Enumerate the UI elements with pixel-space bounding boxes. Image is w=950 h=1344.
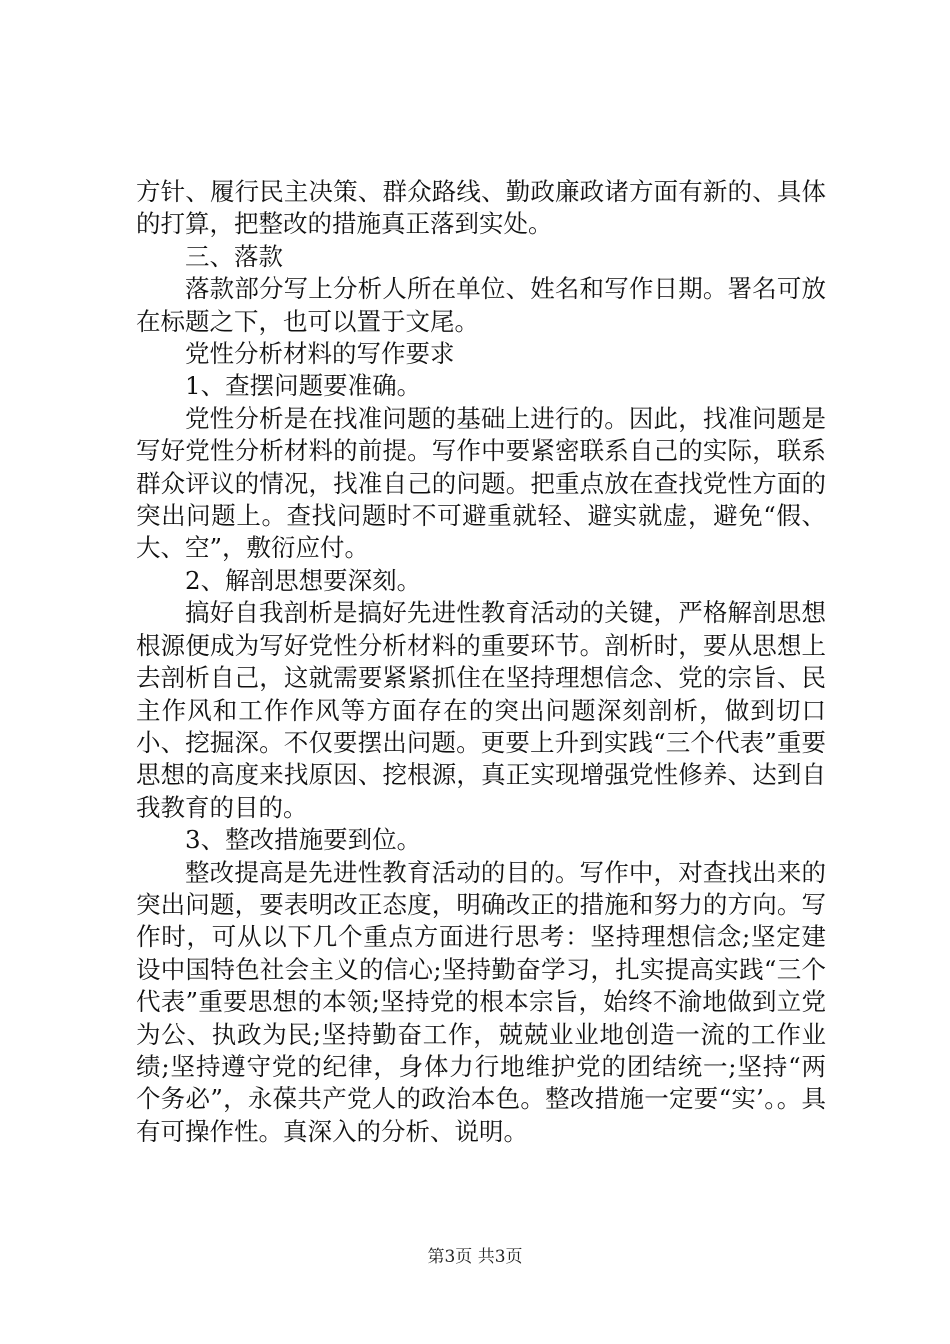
- page-number-footer: 第3页 共3页: [427, 1247, 523, 1267]
- document-body: [136, 176, 826, 1148]
- paragraph-1: 党性分析是在找准问题的基础上进行的。因此，找准问题是写好党性分析材料的前提。写作中要紧密联系自己的实际，联系群众评议的情况，找准自己的问题。把重点放在查找党性方面的突出问题上。查找问题时不可避重就轻、避实就虚，避免“假、大、空”，敷衍应付。: [136, 403, 826, 563]
- subheading-3: 3、整改措施要到位。: [185, 825, 422, 855]
- subheading-1: 1、查摆问题要准确。: [185, 371, 422, 401]
- paragraph-3: 整改提高是先进性教育活动的目的。写作中，对查找出来的突出问题，要表明改正态度，明确改正的措施和努力的方向。写作时，可从以下几个重点方面进行思考：坚持理想信念;坚定建设中国特色社会主义的信心;坚持勤奋学习，扎实提高实践“三个代表”重要思想的本领;坚持党的根本宗旨，始终不渝地做到立党为公、执政为民;坚持勤奋工作，兢兢业业地创造一流的工作业绩;坚持遵守党的纪律，身体力行地维护党的团结统一;坚持“两个务必”，永葆共产党人的政治本色。整改措施一定要“实’。。具有可操作性。真深入的分析、说明。: [136, 857, 826, 1146]
- subheading-2: 2、解剖思想要深刻。: [185, 565, 422, 595]
- paragraph-signature: 落款部分写上分析人所在单位、姓名和写作日期。署名可放在标题之下，也可以置于文尾。: [136, 274, 826, 336]
- section-heading-requirements: 党性分析材料的写作要求: [185, 339, 455, 369]
- section-heading-signature: 三、落款: [185, 241, 283, 271]
- paragraph-2: 搞好自我剖析是搞好先进性教育活动的关键，严格解剖思想根源便成为写好党性分析材料的重要环节。剖析时，要从思想上去剖析自己，这就需要紧紧抓住在坚持理想信念、党的宗旨、民主作风和工作作风等方面存在的突出问题深刻剖析，做到切口小、挖掘深。不仅要摆出问题。更要上升到实践“三个代表”重要思想的高度来找原因、挖根源，真正实现增强党性修养、达到自我教育的目的。: [136, 598, 826, 822]
- paragraph-continuation: 方针、履行民主决策、群众路线、勤政廉政诸方面有新的、具体的打算，把整改的措施真正落到实处。: [136, 177, 826, 239]
